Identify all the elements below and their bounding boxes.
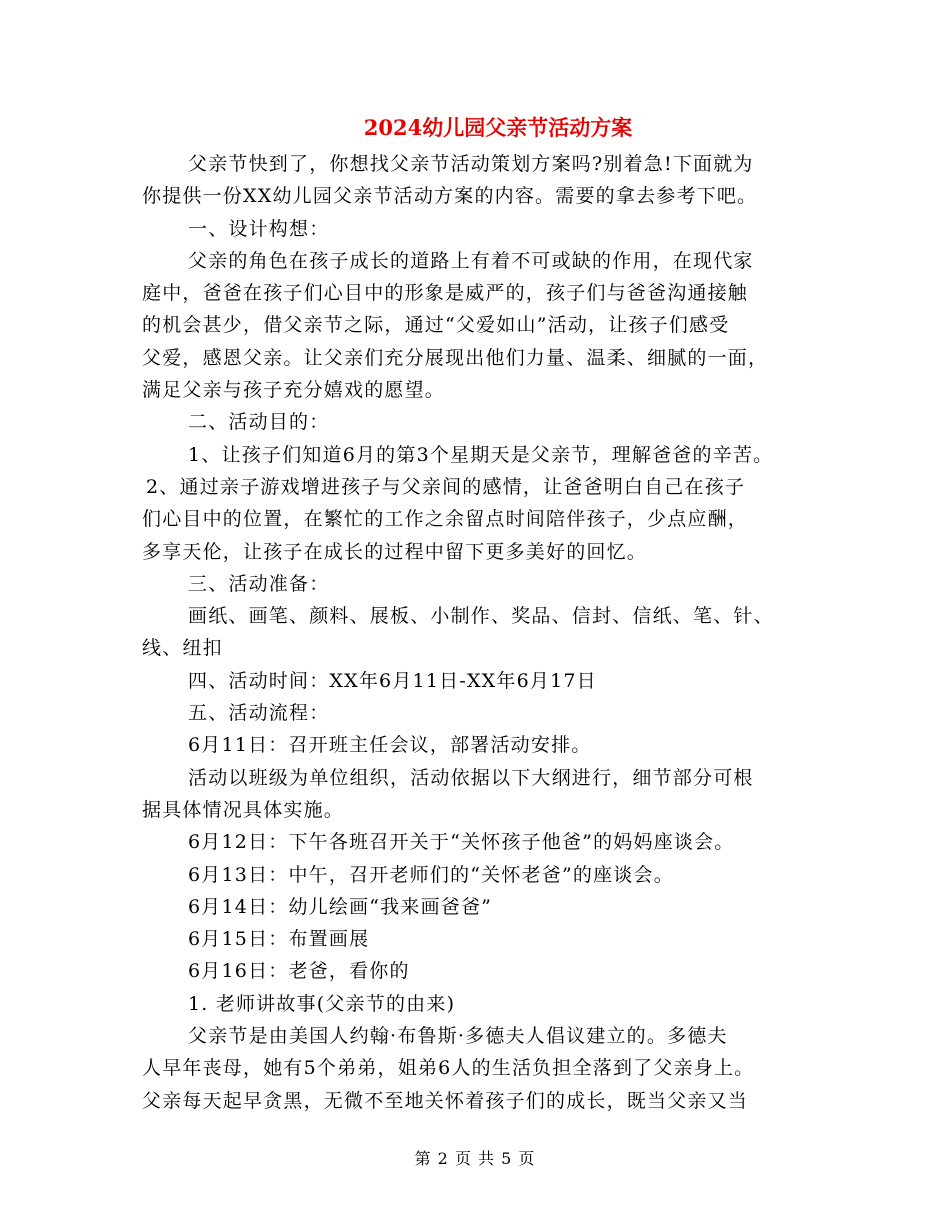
section-heading: 四、活动时间：XX年6月11日-XX年6月17日	[188, 669, 597, 692]
section-heading: 一、设计构想：	[188, 217, 330, 240]
list-item: 2、通过亲子游戏增进孩子与父亲间的感情，让爸爸明白自己在孩子	[146, 475, 746, 498]
paragraph-line: 活动以班级为单位组织，活动依据以下大纲进行，细节部分可根	[188, 766, 754, 789]
paragraph-line: 庭中，爸爸在孩子们心目中的形象是威严的，孩子们与爸爸沟通接触	[142, 282, 749, 305]
paragraph-line: 人早年丧母，她有5个弟弟，姐弟6人的生活负担全落到了父亲身上。	[142, 1057, 755, 1080]
schedule-item: 6月14日：幼儿绘画“我来画爸爸”	[188, 895, 493, 918]
section-heading: 五、活动流程：	[188, 702, 330, 725]
paragraph-line: 线、纽扣	[142, 637, 223, 660]
paragraph-line: 你提供一份XX幼儿园父亲节活动方案的内容。需要的拿去参考下吧。	[142, 185, 758, 208]
schedule-item: 6月13日：中午，召开老师们的“关怀老爸”的座谈会。	[188, 863, 674, 886]
paragraph-line: 满足父亲与孩子充分嬉戏的愿望。	[142, 379, 446, 402]
page-footer: 第 2 页 共 5 页	[414, 1149, 536, 1168]
paragraph-line: 父亲每天起早贪黑，无微不至地关怀着孩子们的成长，既当父亲又当	[142, 1089, 749, 1112]
schedule-item: 6月12日：下午各班召开关于“关怀孩子他爸”的妈妈座谈会。	[188, 831, 735, 854]
list-item: 1. 老师讲故事(父亲节的由来)	[188, 992, 456, 1015]
schedule-item: 6月11日：召开班主任会议，部署活动安排。	[188, 734, 592, 757]
paragraph-line: 父亲节快到了，你想找父亲节活动策划方案吗?别着急!下面就为	[188, 153, 754, 175]
paragraph-line: 的机会甚少，借父亲节之际，通过“父爱如山”活动，让孩子们感受	[142, 314, 730, 337]
list-item: 1、让孩子们知道6月的第3个星期天是父亲节，理解爸爸的辛苦。	[188, 443, 774, 466]
section-heading: 三、活动准备：	[188, 572, 330, 595]
document-body	[142, 148, 822, 1117]
document-title: 2024幼儿园父亲节活动方案	[363, 115, 633, 140]
schedule-item: 6月16日：老爸，看你的	[188, 960, 410, 983]
paragraph-line: 父亲的角色在孩子成长的道路上有着不可或缺的作用，在现代家	[188, 249, 754, 272]
paragraph-line: 画纸、画笔、颜料、展板、小制作、奖品、信封、信纸、笔、针、	[188, 605, 774, 628]
paragraph-line: 据具体情况具体实施。	[142, 798, 345, 821]
paragraph-line: 多享天伦，让孩子在成长的过程中留下更多美好的回忆。	[142, 540, 648, 563]
section-heading: 二、活动目的：	[188, 411, 330, 434]
schedule-item: 6月15日：布置画展	[188, 928, 370, 951]
paragraph-line: 父爱，感恩父亲。让父亲们充分展现出他们力量、温柔、细腻的一面，	[142, 346, 769, 369]
paragraph-line: 父亲节是由美国人约翰·布鲁斯·多德夫人倡议建立的。多德夫	[188, 1025, 728, 1048]
paragraph-line: 们心目中的位置，在繁忙的工作之余留点时间陪伴孩子，少点应酬，	[142, 508, 749, 531]
